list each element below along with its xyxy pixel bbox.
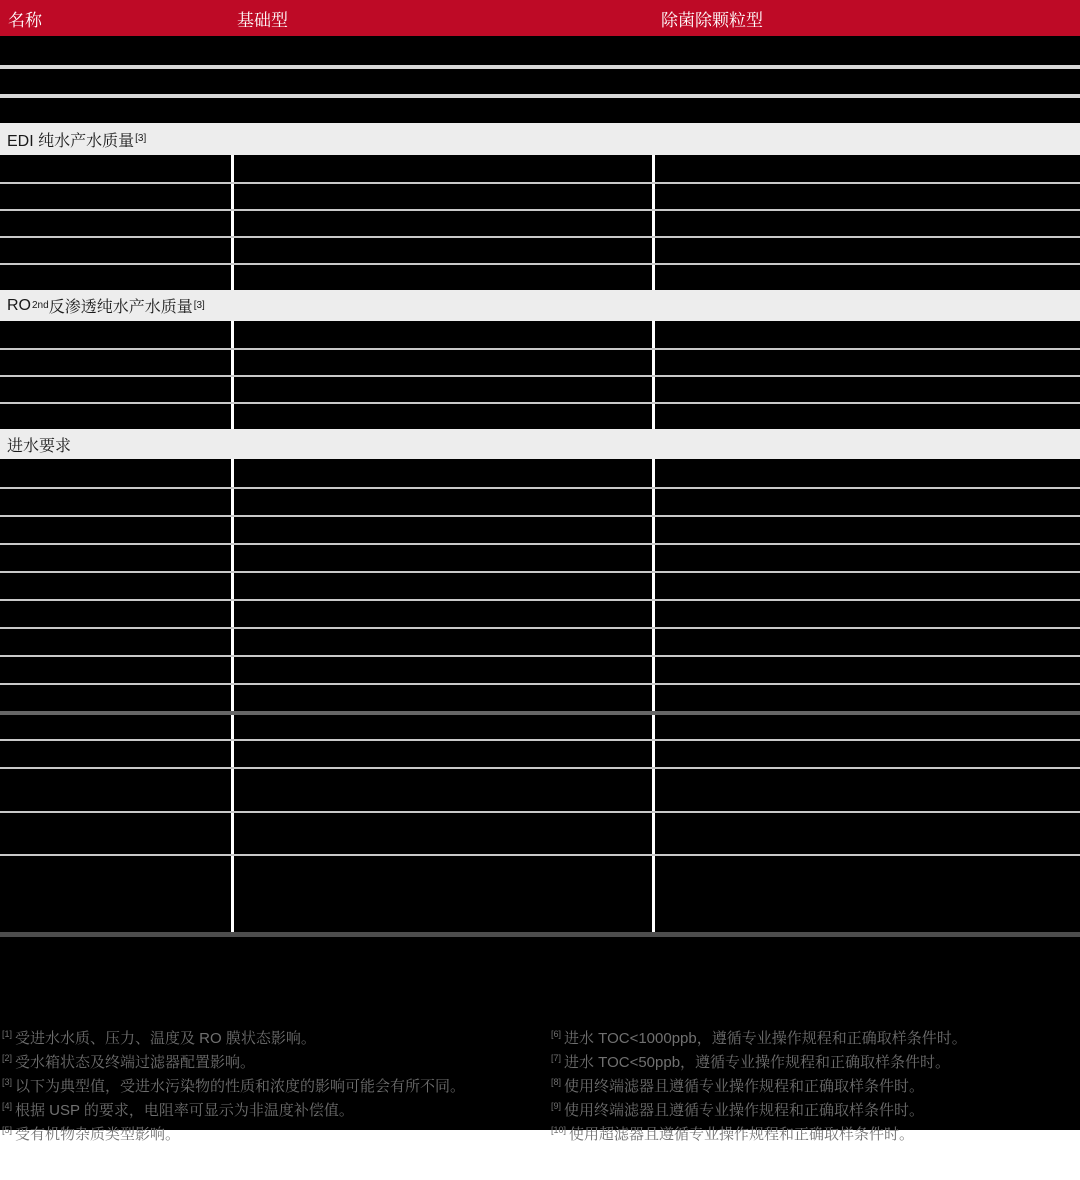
col-header-sterile-model: 除菌除颗粒型: [661, 10, 763, 30]
redacted-table-row: [0, 375, 1080, 402]
footnote-ref: [2]: [2, 1053, 13, 1063]
redacted-table-row: [0, 627, 1080, 655]
cell-basic-model: [234, 321, 655, 348]
footnotes-column-right: [551, 1022, 967, 1142]
cell-sterile-model: [655, 489, 1080, 515]
redacted-table-row: [0, 711, 1080, 739]
cell-name: [0, 377, 234, 402]
redacted-table-row: [0, 811, 1080, 854]
redacted-table-row: [0, 348, 1080, 375]
cell-sterile-model: [655, 769, 1080, 811]
cell-sterile-model: [655, 601, 1080, 627]
top-redacted-block: [0, 36, 1080, 123]
footnote-ref: [6]: [551, 1029, 562, 1039]
col-header-name: 名称: [8, 10, 42, 30]
redacted-table-row: [0, 402, 1080, 429]
cell-name: [0, 856, 234, 932]
cell-name: [0, 155, 234, 182]
redacted-table-row: [0, 543, 1080, 571]
redacted-table-row: [0, 65, 1080, 94]
redacted-table-row: [0, 182, 1080, 209]
redacted-table-row: [0, 739, 1080, 767]
footnote-ref: [3]: [2, 1077, 13, 1087]
cell-sterile-model: [655, 629, 1080, 655]
cell-sterile-model: [655, 321, 1080, 348]
cell-name: [0, 715, 234, 739]
cell-basic-model: [234, 238, 655, 263]
cell-basic-model: [234, 265, 655, 290]
cell-name: [0, 404, 234, 429]
footnote-text: 受进水水质、压力、温度及 RO 膜状态影响。: [15, 1030, 316, 1047]
cell-sterile-model: [655, 350, 1080, 375]
cell-sterile-model: [655, 545, 1080, 571]
footnote-ref: [10]: [551, 1125, 567, 1135]
footnote-line: [551, 1094, 967, 1118]
section-header-ro2nd-water-quality: [0, 290, 1080, 321]
cell-basic-model: [234, 404, 655, 429]
cell-sterile-model: [655, 517, 1080, 543]
cell-name: [0, 350, 234, 375]
cell-name: [0, 601, 234, 627]
cell-name: [0, 769, 234, 811]
cell-name: [0, 657, 234, 683]
cell-sterile-model: [655, 685, 1080, 711]
section-body-feed: [0, 459, 1080, 932]
cell-sterile-model: [655, 377, 1080, 402]
footnote-line: [2, 1070, 465, 1094]
cell-basic-model: [234, 489, 655, 515]
section-title: 进水要求: [7, 437, 72, 455]
cell-sterile-model: [655, 265, 1080, 290]
cell-name: [0, 517, 234, 543]
cell-name: [0, 573, 234, 599]
cell-basic-model: [234, 685, 655, 711]
footnote-text: 进水 TOC<1000ppb，遵循专业操作规程和正确取样条件时。: [564, 1030, 967, 1047]
footnote-text: 以下为典型值，受进水污染物的性质和浓度的影响可能会有所不同。: [15, 1078, 466, 1095]
cell-basic-model: [234, 715, 655, 739]
footnote-text: 使用超滤器且遵循专业操作规程和正确取样条件时。: [569, 1126, 915, 1143]
redacted-table-row: [0, 487, 1080, 515]
cell-name: [0, 238, 234, 263]
footnote-text: 受水箱状态及终端过滤器配置影响。: [15, 1054, 256, 1071]
footnote-text: 进水 TOC<50ppb，遵循专业操作规程和正确取样条件时。: [564, 1054, 951, 1071]
cell-sterile-model: [655, 715, 1080, 739]
redacted-table-row: [0, 321, 1080, 348]
cell-basic-model: [234, 184, 655, 209]
cell-sterile-model: [655, 856, 1080, 932]
cell-name: [0, 184, 234, 209]
footnote-line: [2, 1046, 465, 1070]
cell-sterile-model: [655, 573, 1080, 599]
redacted-table-row: [0, 263, 1080, 290]
footnote-ref-mark: [3]: [193, 299, 205, 311]
footnote-line: [551, 1046, 967, 1070]
cell-basic-model: [234, 545, 655, 571]
redacted-table-row: [0, 36, 1080, 65]
redacted-table-row: [0, 459, 1080, 487]
redacted-table-row: [0, 854, 1080, 932]
cell-sterile-model: [655, 404, 1080, 429]
cell-name: [0, 265, 234, 290]
redacted-table-row: [0, 94, 1080, 123]
cell-name: [0, 629, 234, 655]
cell-basic-model: [234, 459, 655, 487]
cell-name: [0, 489, 234, 515]
cell-basic-model: [234, 741, 655, 767]
section-body-ro2nd: [0, 321, 1080, 429]
footnote-text: 受有机物杂质类型影响。: [15, 1126, 181, 1143]
cell-basic-model: [234, 517, 655, 543]
footnote-ref: [7]: [551, 1053, 562, 1063]
footnote-ref: [1]: [2, 1029, 13, 1039]
cell-sterile-model: [655, 657, 1080, 683]
cell-sterile-model: [655, 813, 1080, 854]
cell-basic-model: [234, 629, 655, 655]
cell-name: [0, 685, 234, 711]
section-title: 反渗透纯水产水质量: [48, 299, 193, 316]
cell-basic-model: [234, 350, 655, 375]
section-body-edi: [0, 155, 1080, 290]
cell-basic-model: [234, 155, 655, 182]
cell-name: [0, 545, 234, 571]
footnote-line: [2, 1118, 465, 1142]
cell-sterile-model: [655, 459, 1080, 487]
footnote-text: 使用终端滤器且遵循专业操作规程和正确取样条件时。: [564, 1102, 925, 1119]
cell-basic-model: [234, 769, 655, 811]
footnotes-column-left: [2, 1022, 465, 1142]
footnote-ref: [9]: [551, 1101, 562, 1111]
footnote-text: 根据 USP 的要求，电阻率可显示为非温度补偿值。: [15, 1102, 354, 1119]
cell-name: [0, 321, 234, 348]
section-header-feed-water-requirements: [0, 429, 1080, 459]
footnote-ref: [5]: [2, 1125, 13, 1135]
footnote-line: [551, 1118, 967, 1142]
cell-basic-model: [234, 813, 655, 854]
cell-sterile-model: [655, 238, 1080, 263]
redacted-table-row: [0, 155, 1080, 182]
redacted-table-row: [0, 683, 1080, 711]
cell-basic-model: [234, 211, 655, 236]
footnote-line: [551, 1070, 967, 1094]
cell-name: [0, 459, 234, 487]
redacted-table-row: [0, 767, 1080, 811]
footnote-line: [551, 1022, 967, 1046]
cell-basic-model: [234, 856, 655, 932]
footnote-ref-mark: [3]: [135, 133, 147, 144]
cell-name: [0, 741, 234, 767]
cell-basic-model: [234, 377, 655, 402]
redacted-table-row: [0, 209, 1080, 236]
section-title: RO: [7, 296, 31, 314]
redacted-table-row: [0, 599, 1080, 627]
col-header-basic-model: 基础型: [237, 10, 288, 30]
table-header: [0, 0, 1080, 36]
footnote-ref: [4]: [2, 1101, 13, 1111]
footnote-text: 使用终端滤器且遵循专业操作规程和正确取样条件时。: [564, 1078, 925, 1095]
cell-sterile-model: [655, 211, 1080, 236]
section-title: EDI 纯水产水质量: [7, 132, 135, 150]
footnote-ref: [8]: [551, 1077, 562, 1087]
redacted-table-row: [0, 236, 1080, 263]
cell-basic-model: [234, 657, 655, 683]
cell-sterile-model: [655, 741, 1080, 767]
cell-sterile-model: [655, 184, 1080, 209]
redacted-table-row: [0, 515, 1080, 543]
footnote-line: [2, 1094, 465, 1118]
cell-basic-model: [234, 601, 655, 627]
superscript-2nd: 2nd: [32, 299, 49, 311]
cell-sterile-model: [655, 155, 1080, 182]
cell-basic-model: [234, 573, 655, 599]
redacted-table-row: [0, 655, 1080, 683]
footnote-line: [2, 1022, 465, 1046]
footnotes-area: [0, 937, 1080, 1143]
section-header-edi-water-quality: [0, 123, 1080, 155]
cell-name: [0, 813, 234, 854]
redacted-table-row: [0, 571, 1080, 599]
cell-name: [0, 211, 234, 236]
